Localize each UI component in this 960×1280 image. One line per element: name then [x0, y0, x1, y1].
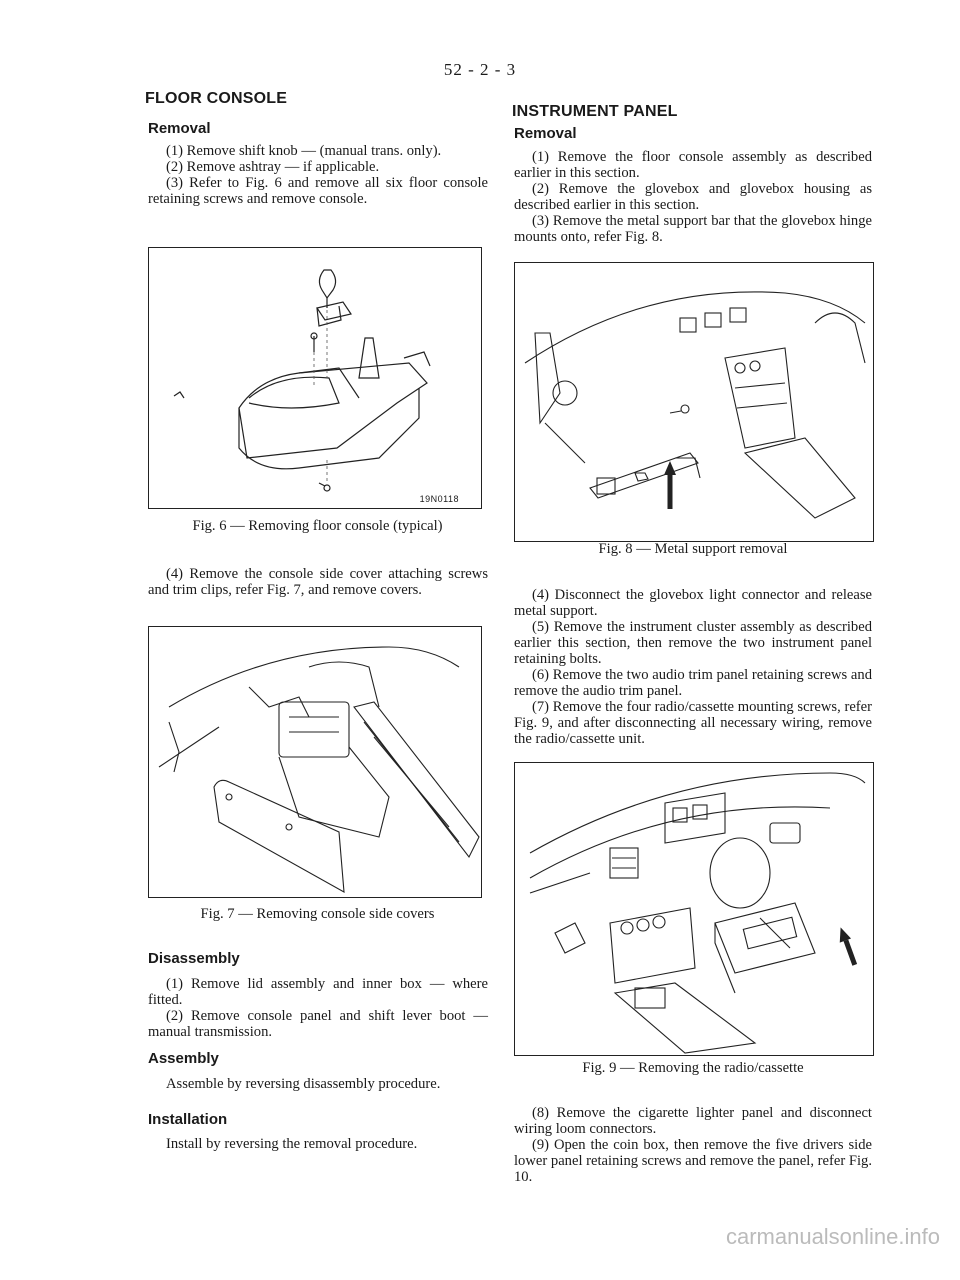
- fig9-illustration: [514, 762, 874, 1056]
- metal-support-drawing: [515, 263, 873, 541]
- page-number: 52 - 2 - 3: [443, 60, 517, 79]
- floor-console-drawing: [149, 248, 481, 508]
- side-covers-drawing: [149, 627, 481, 897]
- removal-step-4: (4) Remove the console side cover attaching screws and trim clips, refer Fig. 7, and remove covers.: [148, 566, 488, 598]
- floor-console-removal-steps: [148, 143, 488, 207]
- assembly-text: Assemble by reversing disassembly procedure.: [166, 1076, 441, 1092]
- fig7-illustration: [148, 626, 482, 898]
- ip-step-5: (5) Remove the instrument cluster assembly as described earlier this section, then remove the two instrument panel retaining bolts.: [514, 619, 872, 667]
- watermark: carmanualsonline.info: [725, 1224, 940, 1249]
- ip-step-4: (4) Disconnect the glovebox light connector and release metal support.: [514, 587, 872, 619]
- disassembly-heading: Disassembly: [148, 950, 240, 967]
- removal-step-2: (2) Remove ashtray — if applicable.: [166, 159, 380, 175]
- fig6-code: 19N0118: [419, 494, 459, 504]
- ip-step-1: (1) Remove the floor console assembly as described earlier in this section.: [514, 149, 872, 181]
- instrument-panel-steps-b: [514, 587, 872, 747]
- removal-step-1: (1) Remove shift knob — (manual trans. only).: [166, 143, 442, 159]
- ip-step-8: (8) Remove the cigarette lighter panel and disconnect wiring loom connectors.: [514, 1105, 872, 1137]
- fig6-caption: Fig. 6 — Removing floor console (typical): [192, 518, 443, 534]
- disassembly-steps: [148, 976, 488, 1040]
- installation-text: Install by reversing the removal procedure.: [166, 1136, 418, 1152]
- fig8-illustration: [514, 262, 874, 542]
- radio-cassette-drawing: [515, 763, 873, 1055]
- fig7-caption: Fig. 7 — Removing console side covers: [200, 906, 435, 922]
- ip-step-2: (2) Remove the glovebox and glovebox housing as described earlier in this section.: [514, 181, 872, 213]
- disassembly-step-2: (2) Remove console panel and shift lever boot — manual transmission.: [148, 1008, 488, 1040]
- installation-heading: Installation: [148, 1111, 228, 1128]
- removal-step-3: (3) Refer to Fig. 6 and remove all six floor console retaining screws and remove console.: [148, 175, 488, 207]
- ip-step-7: (7) Remove the four radio/cassette mounting screws, refer Fig. 9, and after disconnecting all necessary wiring, remove the radio/cassette unit.: [514, 699, 872, 747]
- ip-step-3: (3) Remove the metal support bar that the glovebox hinge mounts onto, refer Fig. 8.: [514, 213, 872, 245]
- instrument-panel-removal-steps: [514, 149, 872, 245]
- disassembly-step-1: (1) Remove lid assembly and inner box — where fitted.: [148, 976, 488, 1008]
- ip-step-6: (6) Remove the two audio trim panel retaining screws and remove the audio trim panel.: [514, 667, 872, 699]
- floor-console-title: FLOOR CONSOLE: [145, 90, 288, 107]
- floor-console-step-4: [148, 566, 488, 598]
- instrument-panel-removal-heading: Removal: [514, 125, 577, 142]
- fig8-caption: Fig. 8 — Metal support removal: [598, 541, 788, 557]
- ip-step-9: (9) Open the coin box, then remove the five drivers side lower panel retaining screws and remove the panel, refer Fig. 10.: [514, 1137, 872, 1185]
- instrument-panel-title: INSTRUMENT PANEL: [512, 103, 678, 120]
- fig9-caption: Fig. 9 — Removing the radio/cassette: [582, 1060, 804, 1076]
- floor-console-removal-heading: Removal: [148, 120, 211, 137]
- fig6-illustration: [148, 247, 482, 509]
- instrument-panel-steps-c: [514, 1105, 872, 1185]
- assembly-heading: Assembly: [148, 1050, 219, 1067]
